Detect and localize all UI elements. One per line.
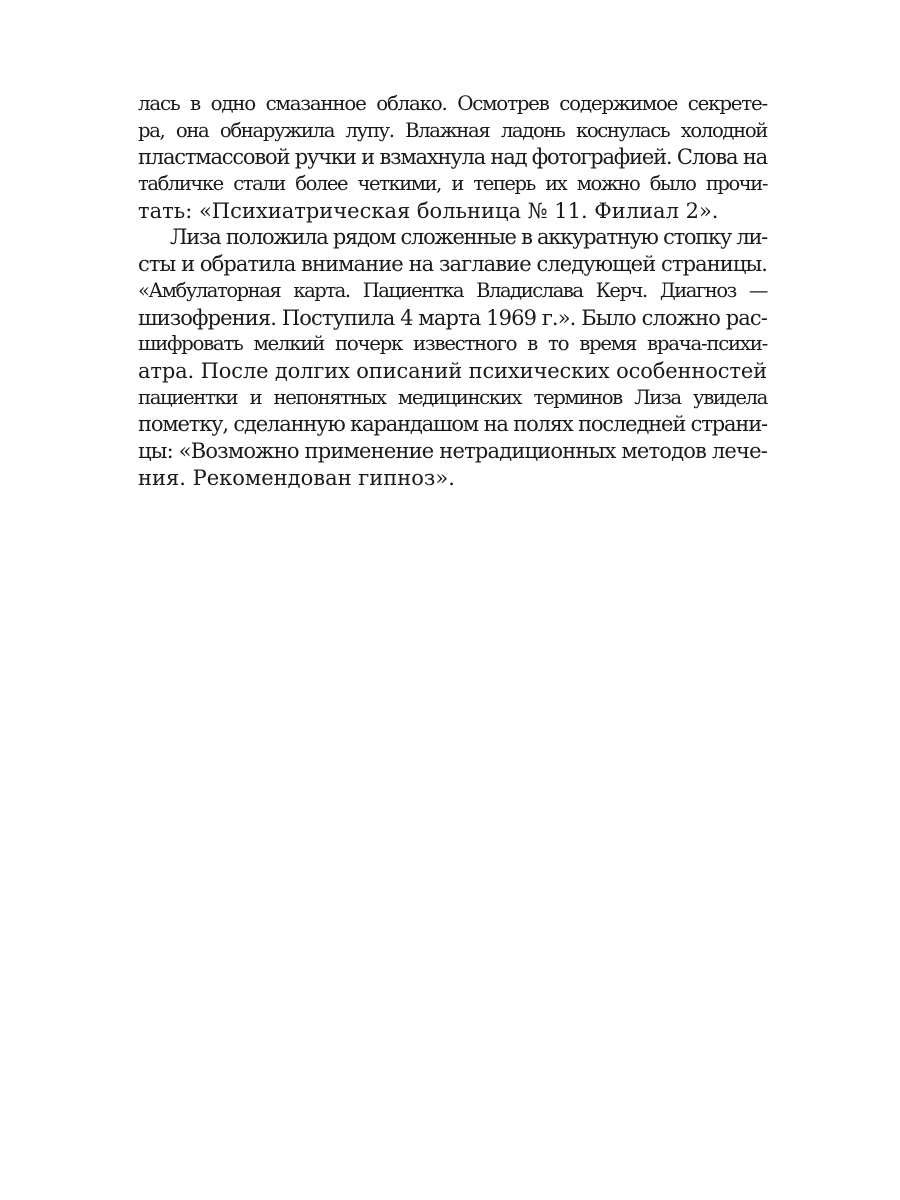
paragraph-2 — [138, 224, 767, 491]
text-line: ра, она обнаружила лупу. Влажная ладонь коснулась холодной — [138, 118, 767, 142]
text-line: сты и обратила внимание на заглавие следующей страницы. — [138, 252, 767, 277]
body-text — [138, 91, 767, 491]
text-line: «Амбулаторная карта. Пациентка Владислава Керч. Диагноз — — [138, 278, 767, 302]
paragraph-1 — [138, 91, 767, 224]
text-line: пациентки и непонятных медицинских терминов Лиза увидела — [138, 385, 767, 409]
text-line: пластмассовой ручки и взмахнула над фотографией. Слова на — [138, 145, 767, 170]
text-line: цы: «Возможно применение нетрадиционных методов лече- — [138, 438, 767, 463]
text-line: табличке стали более четкими, и теперь их можно было прочи- — [138, 172, 767, 196]
text-line: шизофрения. Поступила 4 марта 1969 г.». Было сложно рас- — [138, 305, 767, 330]
text-line: шифровать мелкий почерк известного в то время врача-психи- — [138, 332, 767, 356]
text-line: атра. После долгих описаний психических особенностей — [138, 358, 767, 383]
text-line: Лиза положила рядом сложенные в аккуратную стопку ли- — [170, 225, 767, 250]
text-line: пометку, сделанную карандашом на полях последней страни- — [138, 412, 767, 437]
text-line: лась в одно смазанное облако. Осмотрев содержимое секрете- — [138, 92, 767, 115]
text-line: ния. Рекомендован гипноз». — [138, 465, 455, 490]
text-line: тать: «Психиатрическая больница № 11. Филиал 2». — [138, 198, 719, 223]
